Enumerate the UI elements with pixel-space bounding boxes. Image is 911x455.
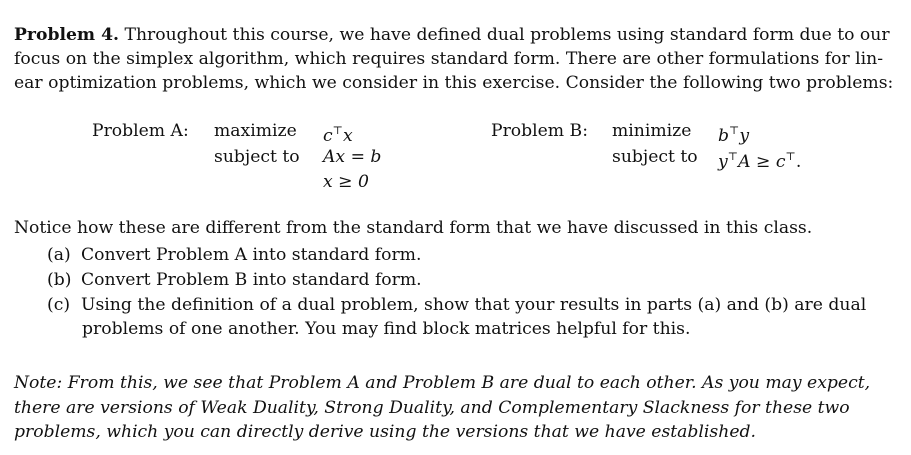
note-line-3: problems, which you can directly derive using the versions that we have established. — [14, 422, 756, 442]
part-b — [47, 268, 422, 292]
part-c-continuation: problems of one another. You may find block matrices helpful for this. — [82, 319, 691, 339]
part-a — [47, 243, 421, 267]
intro-line-1 — [14, 23, 890, 47]
problem-b-objective-word: minimize — [612, 121, 692, 141]
note-line-2: there are versions of Weak Duality, Strong Duality, and Complementary Slackness for these two — [14, 398, 850, 418]
intro-line-2: focus on the simplex algorithm, which requires standard form. There are other formulations for lin- — [14, 49, 884, 69]
part-c-marker: (c) — [47, 295, 71, 315]
notice-text: Notice how these are different from the standard form that we have discussed in this class. — [14, 218, 813, 238]
part-b-text: Convert Problem B into standard form. — [81, 270, 422, 290]
part-a-text: Convert Problem A into standard form. — [81, 245, 422, 265]
problem-a-constraint-word: subject to — [214, 147, 300, 167]
problem-a-objective-word: maximize — [214, 121, 297, 141]
problem-a-objective-expr: c⊤x — [323, 124, 353, 146]
problem-b-constraint-word: subject to — [612, 147, 698, 167]
problem-a-constraint-2: x ≥ 0 — [323, 172, 369, 192]
part-a-marker: (a) — [47, 245, 71, 265]
problem-a-constraint-1: Ax = b — [323, 147, 382, 167]
intro-line-3: ear optimization problems, which we consider in this exercise. Consider the following two problems: — [14, 73, 894, 93]
part-c — [47, 293, 866, 317]
problem-b-label: Problem B: — [491, 121, 588, 141]
part-c-text: Using the definition of a dual problem, show that your results in parts (a) and (b) are dual — [81, 295, 867, 315]
problem-b-constraint-1: y⊤A ≥ c⊤. — [718, 150, 802, 172]
note-line-1: Note: From this, we see that Problem A and Problem B are dual to each other. As you may expect, — [14, 373, 871, 393]
problem-a-label: Problem A: — [92, 121, 189, 141]
intro-text-1: Throughout this course, we have defined dual problems using standard form due to our — [124, 25, 890, 45]
problem-heading: Problem 4. — [14, 25, 120, 45]
problem-b-objective-expr: b⊤y — [718, 124, 750, 146]
part-b-marker: (b) — [47, 270, 72, 290]
